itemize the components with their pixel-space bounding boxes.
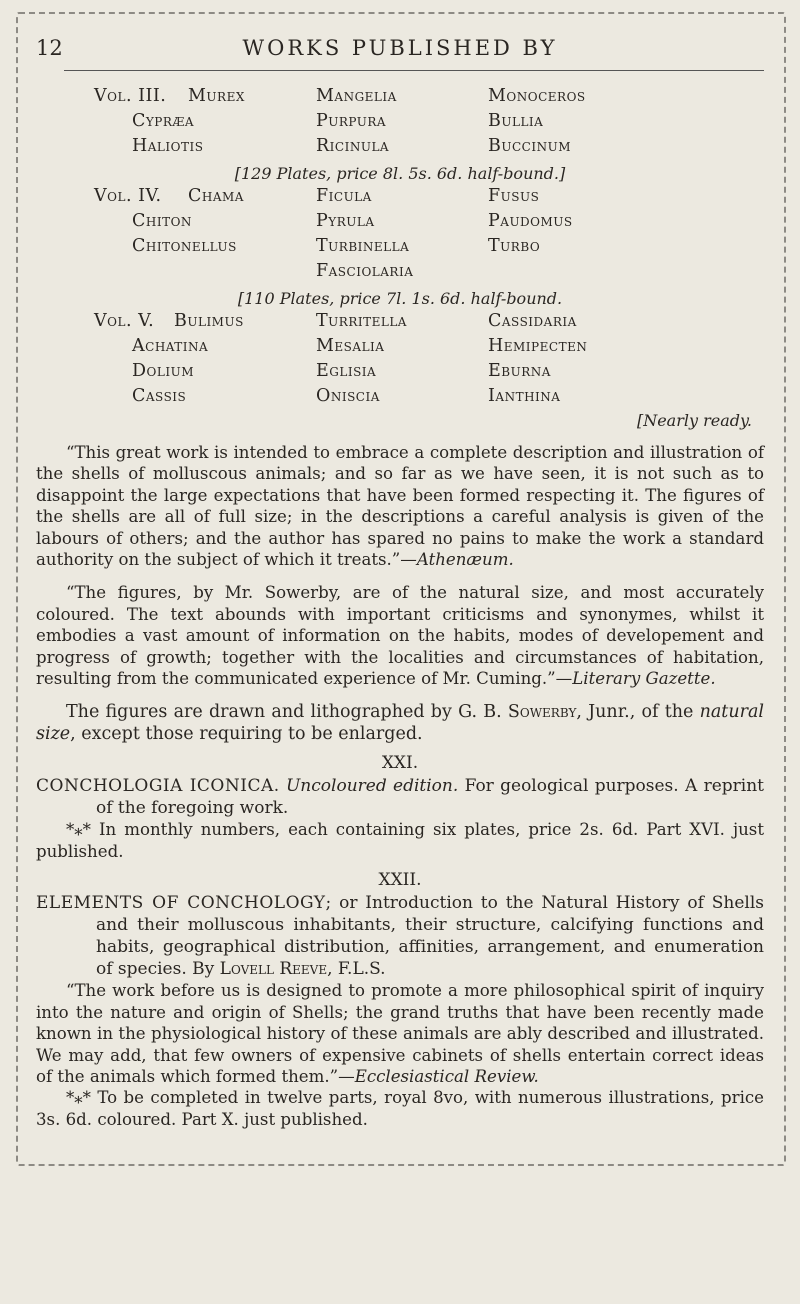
genus: Murex <box>188 86 245 106</box>
item-number: XXI. <box>381 753 419 774</box>
note-text: , except those requiring to be enlarged. <box>70 724 423 745</box>
genus: Hemipecten <box>488 336 588 356</box>
note-emphasis: natural size <box>36 702 764 745</box>
volume-3 <box>36 86 764 186</box>
literary-gazette-review <box>36 582 764 689</box>
genus: Ficula <box>316 186 372 206</box>
genus: Mesalia <box>316 336 385 356</box>
volume-row <box>36 236 764 261</box>
volume-label: Vol. III. <box>94 86 167 106</box>
entry-author: Lovell Reeve <box>219 959 328 980</box>
plates-price: [129 Plates, price 8l. 5s. 6d. half-bound.] <box>234 164 566 183</box>
genus: Eglisia <box>316 361 377 381</box>
volume-row <box>36 261 764 286</box>
genus: Chiton <box>132 211 192 231</box>
genus: Fusus <box>488 186 540 206</box>
entry-conchologia-iconica <box>36 775 764 819</box>
genus: Bulimus <box>174 311 244 331</box>
item-number: XXII. <box>378 870 422 891</box>
ecclesiastical-review <box>36 980 764 1087</box>
volume-5 <box>36 311 764 436</box>
genus: Buccinum <box>488 136 571 156</box>
genus: Cassis <box>132 386 187 406</box>
genus: Chitonellus <box>132 236 237 256</box>
genus: Turritella <box>316 311 407 331</box>
genus: Cypræa <box>132 111 195 131</box>
genus: Ricinula <box>316 136 390 156</box>
genus: Turbinella <box>316 236 410 256</box>
genus: Dolium <box>132 361 194 381</box>
entry-edition: Uncoloured edition. <box>285 776 459 797</box>
genus: Paudomus <box>488 211 573 231</box>
entry-description: ; or Introduction to the Natural History of Shells and their molluscous inhabitants, their structure, calcifying functions and habits, geographical distribution, affinities, arrangement, and enumeration of species. By <box>96 893 764 980</box>
review-source: Ecclesiastical Review. <box>354 1066 539 1086</box>
running-title: WORKS PUBLISHED BY <box>242 36 558 60</box>
genus: Achatina <box>132 336 209 356</box>
review-source: Athenæum. <box>416 550 514 570</box>
genus: Pyrula <box>316 211 375 231</box>
entry-description: For geological purposes. A reprint of the foregoing work. <box>96 776 765 819</box>
athenaeum-review <box>36 442 764 570</box>
genus: Chama <box>188 186 244 206</box>
volume-label: Vol. IV. <box>94 186 162 206</box>
volume-row <box>36 86 764 111</box>
figures-note <box>36 701 764 745</box>
volume-row <box>36 111 764 136</box>
genus: Purpura <box>316 111 387 131</box>
review-text: “The work before us is designed to promote a more philosophical spirit of inquiry into the nature and origin of Shells; the grand truths that have been recently made known in the physiological history of these animals are ably described and illustrated. We may add, that few owners of expensive cabinets of shells entertain correct ideas of the animals which formed them.”— <box>36 981 764 1086</box>
review-source: Literary Gazette. <box>572 669 716 689</box>
genus: Haliotis <box>132 136 204 156</box>
note-text: The figures are drawn and lithographed by G. B. <box>66 702 508 723</box>
entry-title: ELEMENTS OF CONCHOLOGY <box>36 893 326 914</box>
volume-row <box>36 336 764 361</box>
volume-label: Vol. V. <box>94 311 155 331</box>
genus: Oniscia <box>316 386 380 406</box>
genus: Turbo <box>488 236 541 256</box>
volume-row <box>36 211 764 236</box>
note-text: , Junr., of the <box>576 702 700 723</box>
entry-note: *⁎* In monthly numbers, each containing six plates, price 2s. 6d. Part XVI. just published. <box>36 820 764 861</box>
volume-row <box>36 386 764 411</box>
artist-name: Sowerby <box>507 702 577 723</box>
entry-author-suffix: , F.L.S. <box>327 959 386 980</box>
volume-row <box>36 136 764 161</box>
volume-row <box>36 186 764 211</box>
genus: Mangelia <box>316 86 397 106</box>
review-text: “This great work is intended to embrace a complete description and illustration of the shells of molluscous animals; and so far as we have seen, it is not such as to disappoint the large expectations that have been formed respecting it. The figures of the shells are all of full size; in the descriptions a careful analysis is given of the labours of others; and the author has spared no pains to make the work a standard authority on the subject of which it treats.”— <box>36 443 764 570</box>
volume-row <box>36 361 764 386</box>
genus: Fasciolaria <box>316 261 414 281</box>
genus: Eburna <box>488 361 551 381</box>
header-rule <box>64 70 764 71</box>
volume-4 <box>36 186 764 311</box>
entry-title: CONCHOLOGIA ICONICA. <box>36 776 280 797</box>
page-header <box>36 26 764 66</box>
plates-price: [110 Plates, price 7l. 1s. 6d. half-bound. <box>237 289 563 308</box>
page-content <box>36 26 764 1130</box>
genus: Cassidaria <box>488 311 577 331</box>
review-text: “The figures, by Mr. Sowerby, are of the natural size, and most accurately coloured. The text abounds with important criticisms and synonymes, whilst it embodies a vast amount of information on the habits, modes of developement and progress of growth; together with the localities and circumstances of habitation, resulting from the communicated experience of Mr. Cuming.”— <box>36 583 764 689</box>
availability-note: [Nearly ready. <box>636 411 752 430</box>
genus: Monoceros <box>488 86 586 106</box>
volume-row <box>36 311 764 336</box>
page-number: 12 <box>36 36 63 60</box>
entry-elements-of-conchology <box>36 892 764 980</box>
genus: Ianthina <box>488 386 561 406</box>
entry-note: *⁎* To be completed in twelve parts, royal 8vo, with numerous illustrations, price 3s. 6d. coloured. Part X. just published. <box>36 1088 764 1129</box>
genus: Bullia <box>488 111 544 131</box>
